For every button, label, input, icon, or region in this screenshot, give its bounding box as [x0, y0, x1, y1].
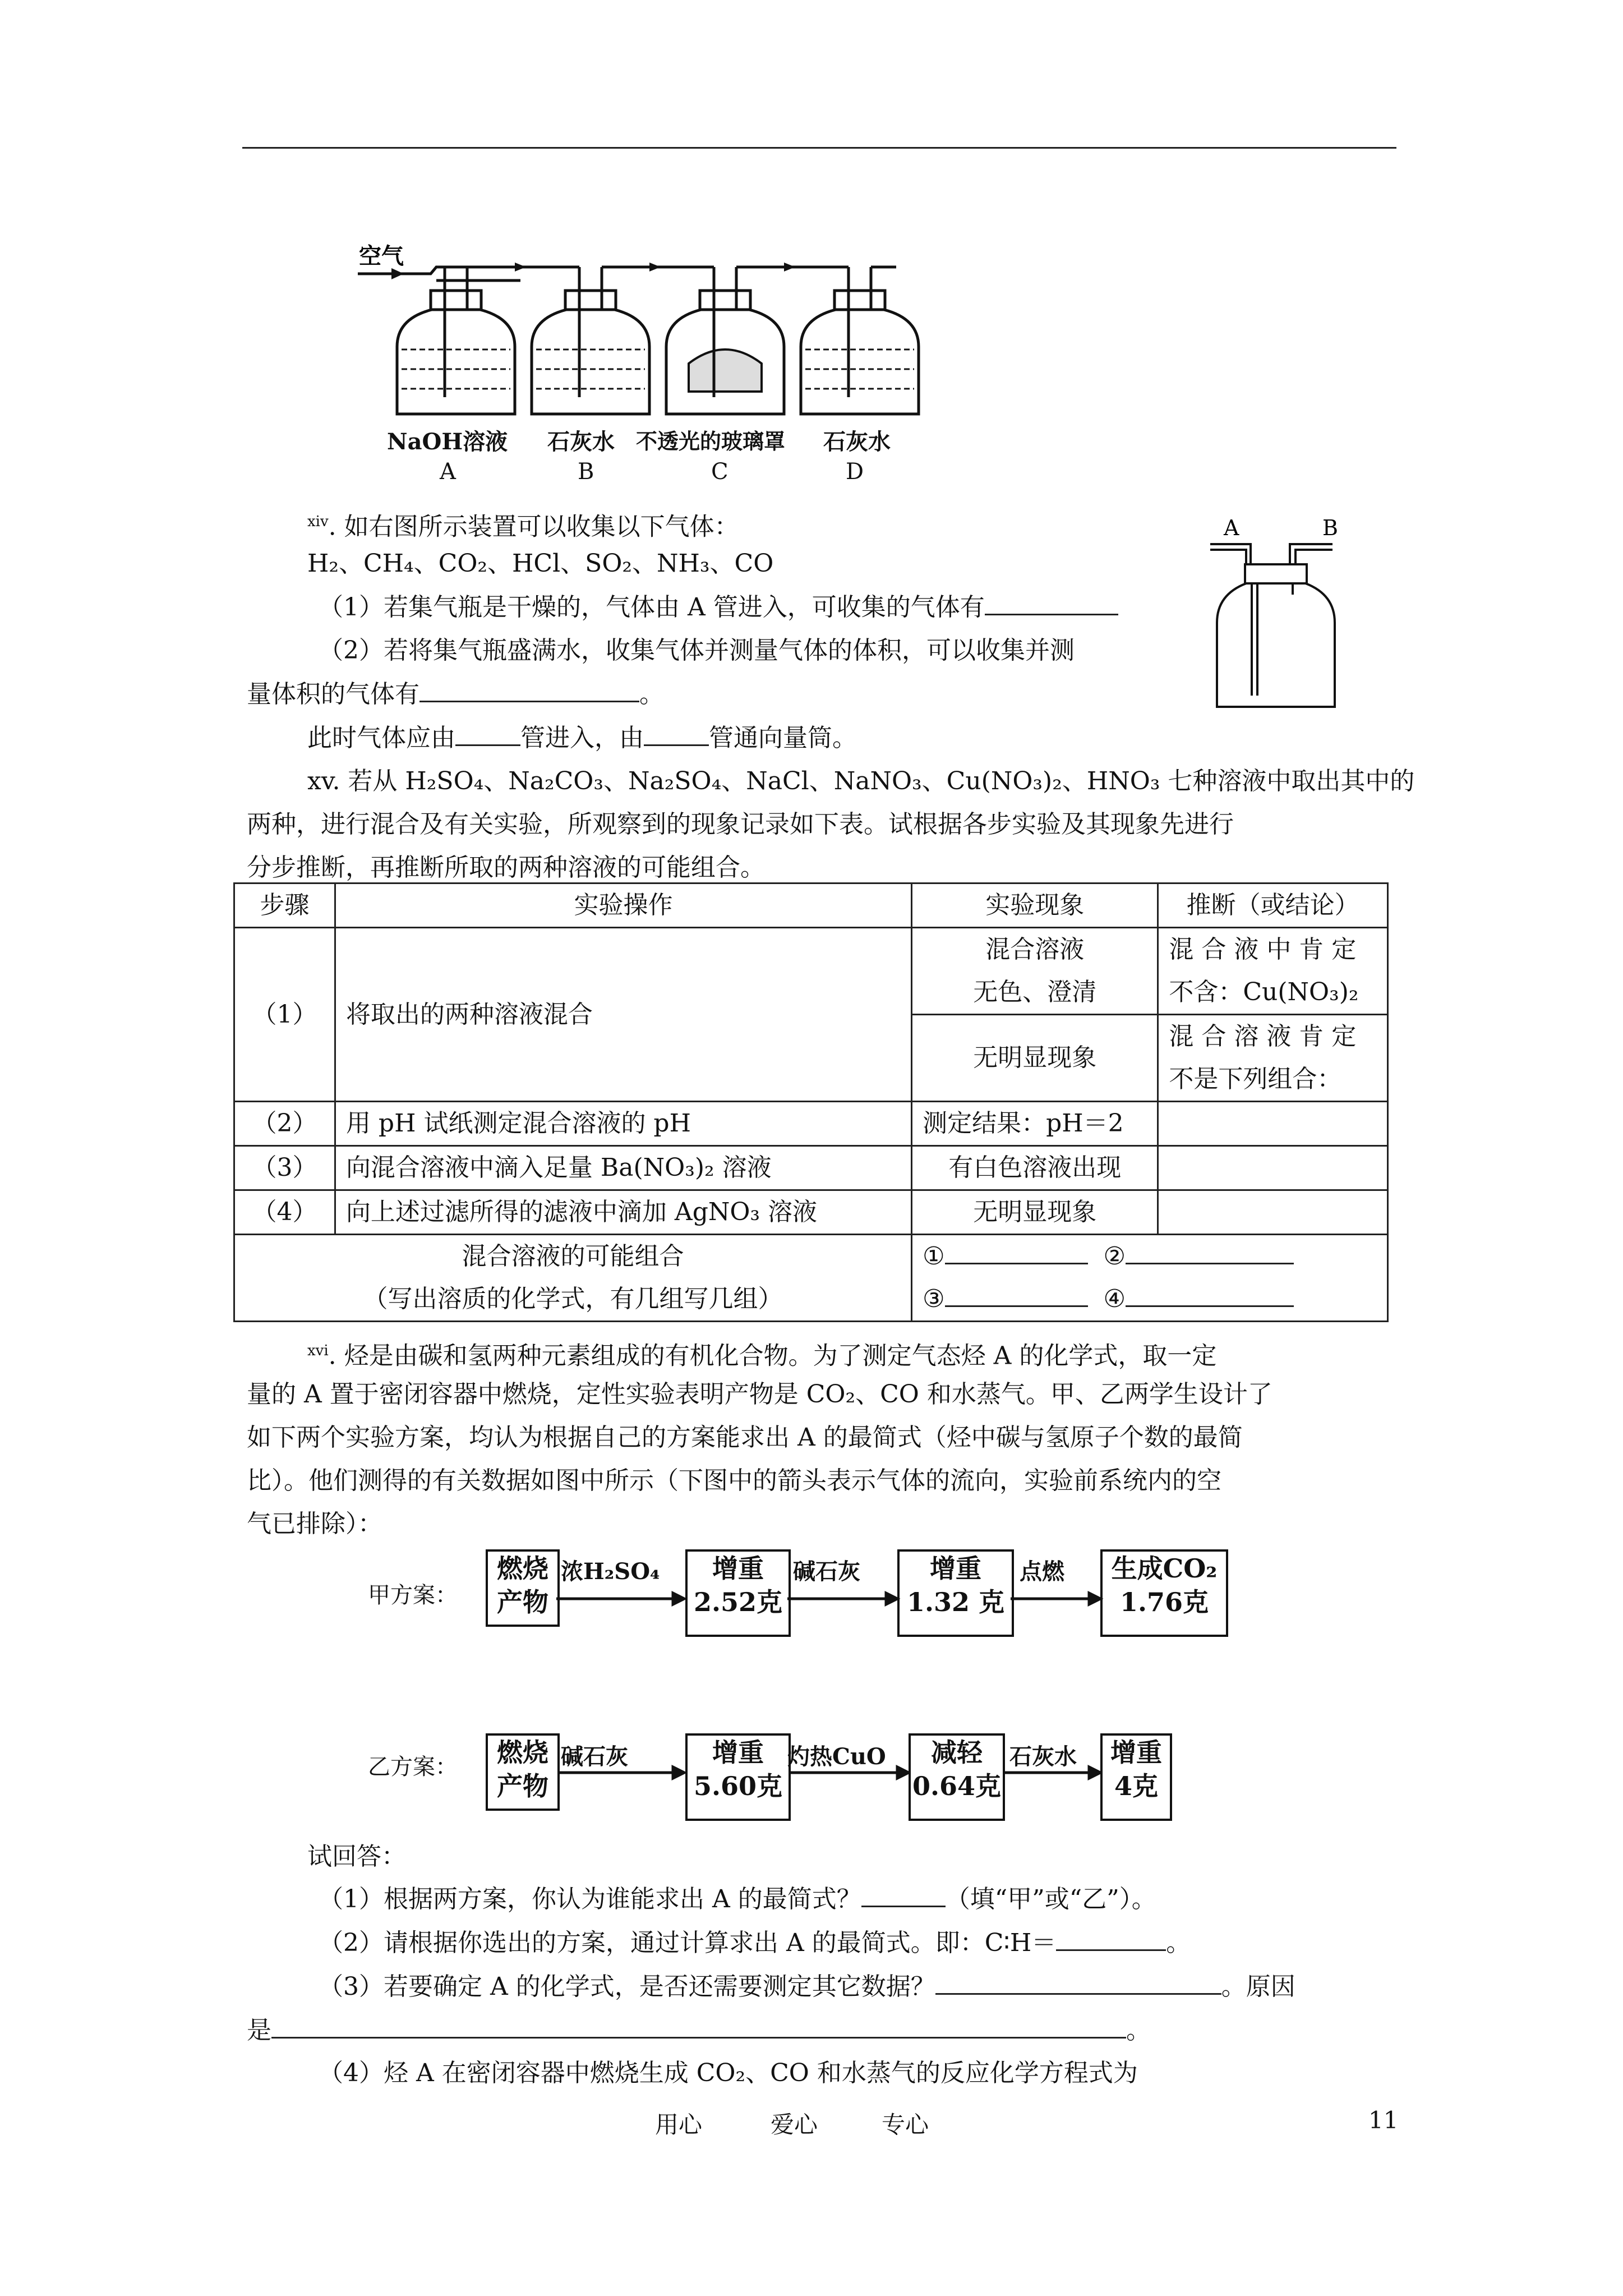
q14-part2a: （2）若将集气瓶盛满水，收集气体并测量气体的体积，可以收集并测: [319, 636, 1075, 665]
q14-stem: $^{xiv}$. 如右图所示装置可以收集以下气体：: [307, 512, 739, 541]
combination-label-cell: 混合溶液的可能组合 （写出溶质的化学式，有几组写几组）: [234, 1235, 912, 1322]
footer-motto-3: 专心: [882, 2111, 929, 2138]
table-header: 推断（或结论）: [1158, 884, 1388, 928]
plan-yi-box-4: 增重 4克: [1100, 1733, 1172, 1821]
letter-b: B: [578, 459, 594, 485]
q14-gases: H₂、CH₄、CO₂、HCl、SO₂、NH₃、CO: [307, 549, 774, 578]
plan-jia-arrow-1-label: 浓H₂SO₄: [561, 1558, 660, 1585]
step-cell: （4）: [234, 1190, 335, 1235]
q16-line2: 量的 A 置于密闭容器中燃烧，定性实验表明产物是 CO₂、CO 和水蒸气。甲、乙两学生设计了: [247, 1380, 1272, 1409]
letter-a: A: [440, 459, 456, 485]
plan-yi-box-2: 增重 5.60克: [685, 1733, 791, 1821]
phenomenon-cell: 无明显现象: [912, 1015, 1158, 1102]
table-header: 步骤: [234, 884, 335, 928]
operation-cell: 将取出的两种溶液混合: [335, 928, 911, 1102]
phenomenon-cell: 混合溶液 无色、澄清: [912, 928, 1158, 1015]
answer-intro: 试回答：: [307, 1842, 406, 1871]
plan-yi-arrow-2-label: 灼热CuO: [787, 1743, 886, 1770]
plan-jia-box-3: 增重 1.32 克: [897, 1549, 1014, 1637]
answer-1: （1）根据两方案，你认为谁能求出 A 的最简式？ （填“甲”或“乙”）。: [319, 1877, 1156, 1922]
step-cell: （3）: [234, 1146, 335, 1190]
answer-3-reason: 是 。: [247, 2008, 1151, 2053]
conclusion-cell: 混 合 液 中 肯 定 不含：Cu(NO₃)₂: [1158, 928, 1388, 1015]
page-number: 11: [1368, 2106, 1399, 2134]
answer-blank[interactable]: [271, 2011, 1126, 2039]
q15-line1: xv. 若从 H₂SO₄、Na₂CO₃、Na₂SO₄、NaCl、NaNO₃、Cu(NO₃)₂、HNO₃ 七种溶液中取出其中的: [307, 767, 1415, 795]
letter-c: C: [711, 459, 728, 485]
combination-answer-cell: ① ② ③ ④: [912, 1235, 1388, 1322]
footer-motto-2: 爱心: [771, 2111, 818, 2138]
q15-line3: 分步推断，再推断所取的两种溶液的可能组合。: [247, 853, 765, 882]
operation-cell: 向上述过滤所得的滤液中滴加 AgNO₃ 溶液: [335, 1190, 911, 1235]
answer-2: （2）请根据你选出的方案，通过计算求出 A 的最简式。即：C∶H＝ 。: [319, 1921, 1191, 1966]
air-label: 空气: [359, 243, 404, 269]
letter-d: D: [846, 459, 864, 485]
footer-motto-1: 用心: [655, 2111, 703, 2138]
table-header: 实验现象: [912, 884, 1158, 928]
operation-cell: 用 pH 试纸测定混合溶液的 pH: [335, 1102, 911, 1146]
conclusion-cell: 混 合 溶 液 肯 定 不是下列组合：: [1158, 1015, 1388, 1102]
bottle-label-b: 石灰水: [547, 429, 615, 455]
phenomenon-cell: 测定结果：pH＝2: [912, 1102, 1158, 1146]
q14-part3: 此时气体应由 管进入，由 管通向量筒。: [307, 716, 857, 761]
q16-line4: 比）。他们测得的有关数据如图中所示（下图中的箭头表示气体的流向，实验前系统内的空: [247, 1466, 1221, 1495]
q14-part2b: 量体积的气体有 。: [247, 672, 664, 717]
tube-b-label: B: [1322, 516, 1338, 540]
step-cell: （1）: [234, 928, 335, 1102]
answer-blank[interactable]: [1056, 1924, 1166, 1951]
plan-jia-arrow-3-label: 点燃: [1020, 1558, 1064, 1585]
answer-blank[interactable]: [861, 1880, 946, 1907]
q15-line2: 两种，进行混合及有关实验，所观察到的现象记录如下表。试根据各步实验及其现象先进行: [247, 810, 1234, 839]
bottle-label-a: NaOH溶液: [387, 429, 508, 455]
plan-yi-arrow-3-label: 石灰水: [1009, 1743, 1077, 1770]
bottle-label-c: 不透光的玻璃罩: [636, 429, 786, 454]
plan-jia-box-4: 生成CO₂ 1.76克: [1100, 1549, 1228, 1637]
answer-3: （3）若要确定 A 的化学式，是否还需要测定其它数据？ 。原因: [319, 1964, 1295, 2009]
q14-part1: （1）若集气瓶是干燥的，气体由 A 管进入，可收集的气体有: [319, 585, 1118, 630]
plan-jia-box-2: 增重 2.52克: [685, 1549, 791, 1637]
answer-blank[interactable]: [935, 1967, 1221, 1995]
tube-a-label: A: [1224, 516, 1239, 540]
plan-yi-box-3: 减轻 0.64克: [909, 1733, 1005, 1821]
bottle-label-d: 石灰水: [823, 429, 891, 455]
q16-line1: $^{xvi}$. 烃是由碳和氢两种元素组成的有机化合物。为了测定气态烃 A 的化学式，取一定: [307, 1341, 1217, 1370]
q16-line5: 气已排除）：: [247, 1510, 382, 1538]
plan-yi-box-1: 燃烧 产物: [486, 1733, 560, 1811]
plan-yi-arrow-1-label: 碱石灰: [561, 1743, 628, 1770]
plan-jia-box-1: 燃烧 产物: [486, 1549, 560, 1627]
operation-cell: 向混合溶液中滴入足量 Ba(NO₃)₂ 溶液: [335, 1146, 911, 1190]
step-cell: （2）: [234, 1102, 335, 1146]
phenomenon-cell: 无明显现象: [912, 1190, 1158, 1235]
phenomenon-cell: 有白色溶液出现: [912, 1146, 1158, 1190]
plan-yi-label: 乙方案：: [368, 1754, 458, 1780]
table-header: 实验操作: [335, 884, 911, 928]
q16-line3: 如下两个实验方案，均认为根据自己的方案能求出 A 的最简式（烃中碳与氢原子个数的最简: [247, 1423, 1243, 1452]
plan-jia-arrow-2-label: 碱石灰: [793, 1558, 860, 1585]
answer-4: （4）烃 A 在密闭容器中燃烧生成 CO₂、CO 和水蒸气的反应化学方程式为: [319, 2059, 1138, 2087]
plan-jia-label: 甲方案：: [368, 1582, 458, 1608]
